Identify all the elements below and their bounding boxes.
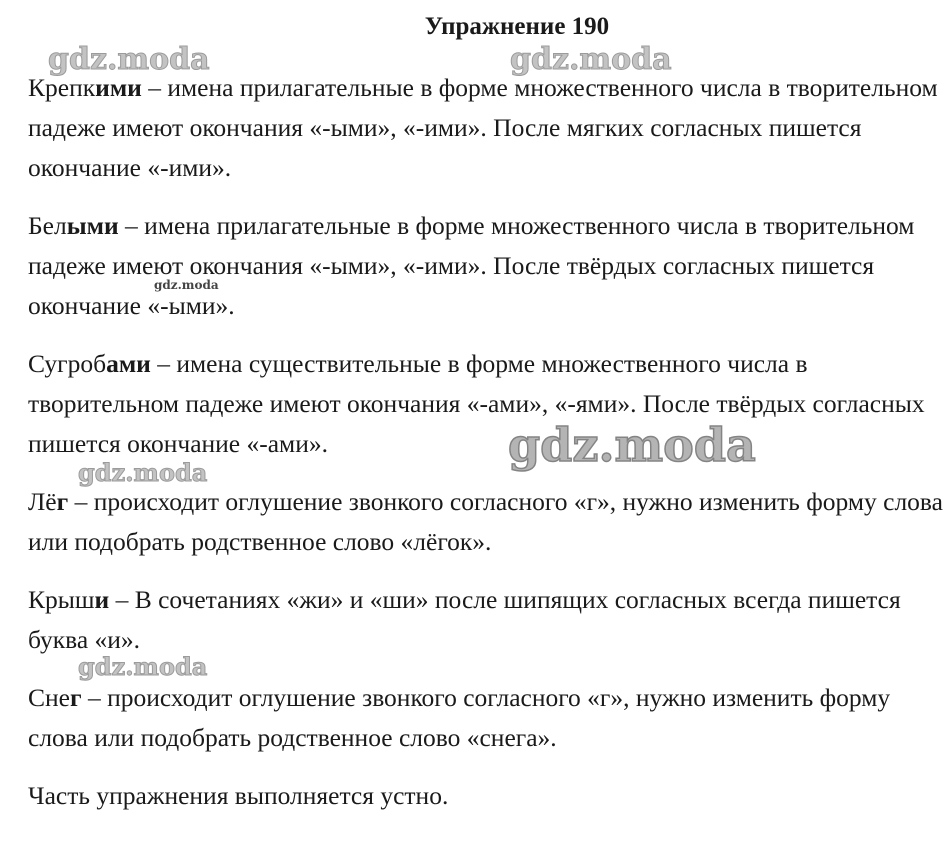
watermark-logo: gdz.moda (510, 42, 672, 77)
answer-paragraph-belymi (28, 206, 943, 326)
word-stem: Сугроб (28, 349, 107, 378)
word-ending: г (56, 487, 69, 516)
watermark-logo: gdz.moda (48, 42, 210, 77)
exercise-title: Упражнение 190 (424, 13, 610, 40)
explanation-text: – имена существительные в форме множественного числа в творительном падеже имеют окончания «-ами», «-ями». После твёрдых согласных пишется окончание «-ами». (28, 349, 925, 458)
explanation-text: – имена прилагательные в форме множественного числа в творительном падеже имеют окончания «-ыми», «-ими». После твёрдых согласных пишется окончание «-ыми». (28, 211, 915, 320)
watermark-logo: gdz.moda (78, 652, 208, 681)
word-stem: Бел (28, 211, 67, 240)
watermark-logo: gdz.moda (154, 278, 219, 292)
answer-paragraph-oral-note (28, 776, 943, 816)
answer-paragraph-sneg (28, 678, 943, 758)
word-stem: Лё (28, 487, 57, 516)
watermark-logo: gdz.moda (78, 458, 208, 487)
answer-paragraph-sugrobami (28, 344, 943, 464)
word-ending: ами (106, 349, 151, 378)
explanation-text: – происходит оглушение звонкого согласного «г», нужно изменить форму слова или подобрать родственное слово «снега». (28, 683, 891, 752)
word-ending: ими (95, 73, 142, 102)
word-stem: Крыш (28, 585, 95, 614)
watermark-logo: gdz.moda (508, 418, 756, 472)
word-ending: и (94, 585, 110, 614)
word-stem: Сне (28, 683, 70, 712)
exercise-answer-body (28, 68, 943, 834)
answer-paragraph-krepkimi (28, 68, 943, 188)
explanation-text: – В сочетаниях «жи» и «ши» после шипящих согласных всегда пишется буква «и». (28, 585, 901, 654)
word-ending: г (69, 683, 82, 712)
explanation-text: – имена прилагательные в форме множественного числа в творительном падеже имеют окончания «-ыми», «-ими». После мягких согласных пишется окончание «-ими». (28, 73, 938, 182)
explanation-text: – происходит оглушение звонкого согласного «г», нужно изменить форму слова или подобрать родственное слово «лёгок». (28, 487, 943, 556)
word-ending: ыми (66, 211, 119, 240)
answer-paragraph-lyog (28, 482, 943, 562)
note-text: Часть упражнения выполняется устно. (28, 781, 449, 810)
word-stem: Крепк (28, 73, 96, 102)
answer-paragraph-kryshi (28, 580, 943, 660)
